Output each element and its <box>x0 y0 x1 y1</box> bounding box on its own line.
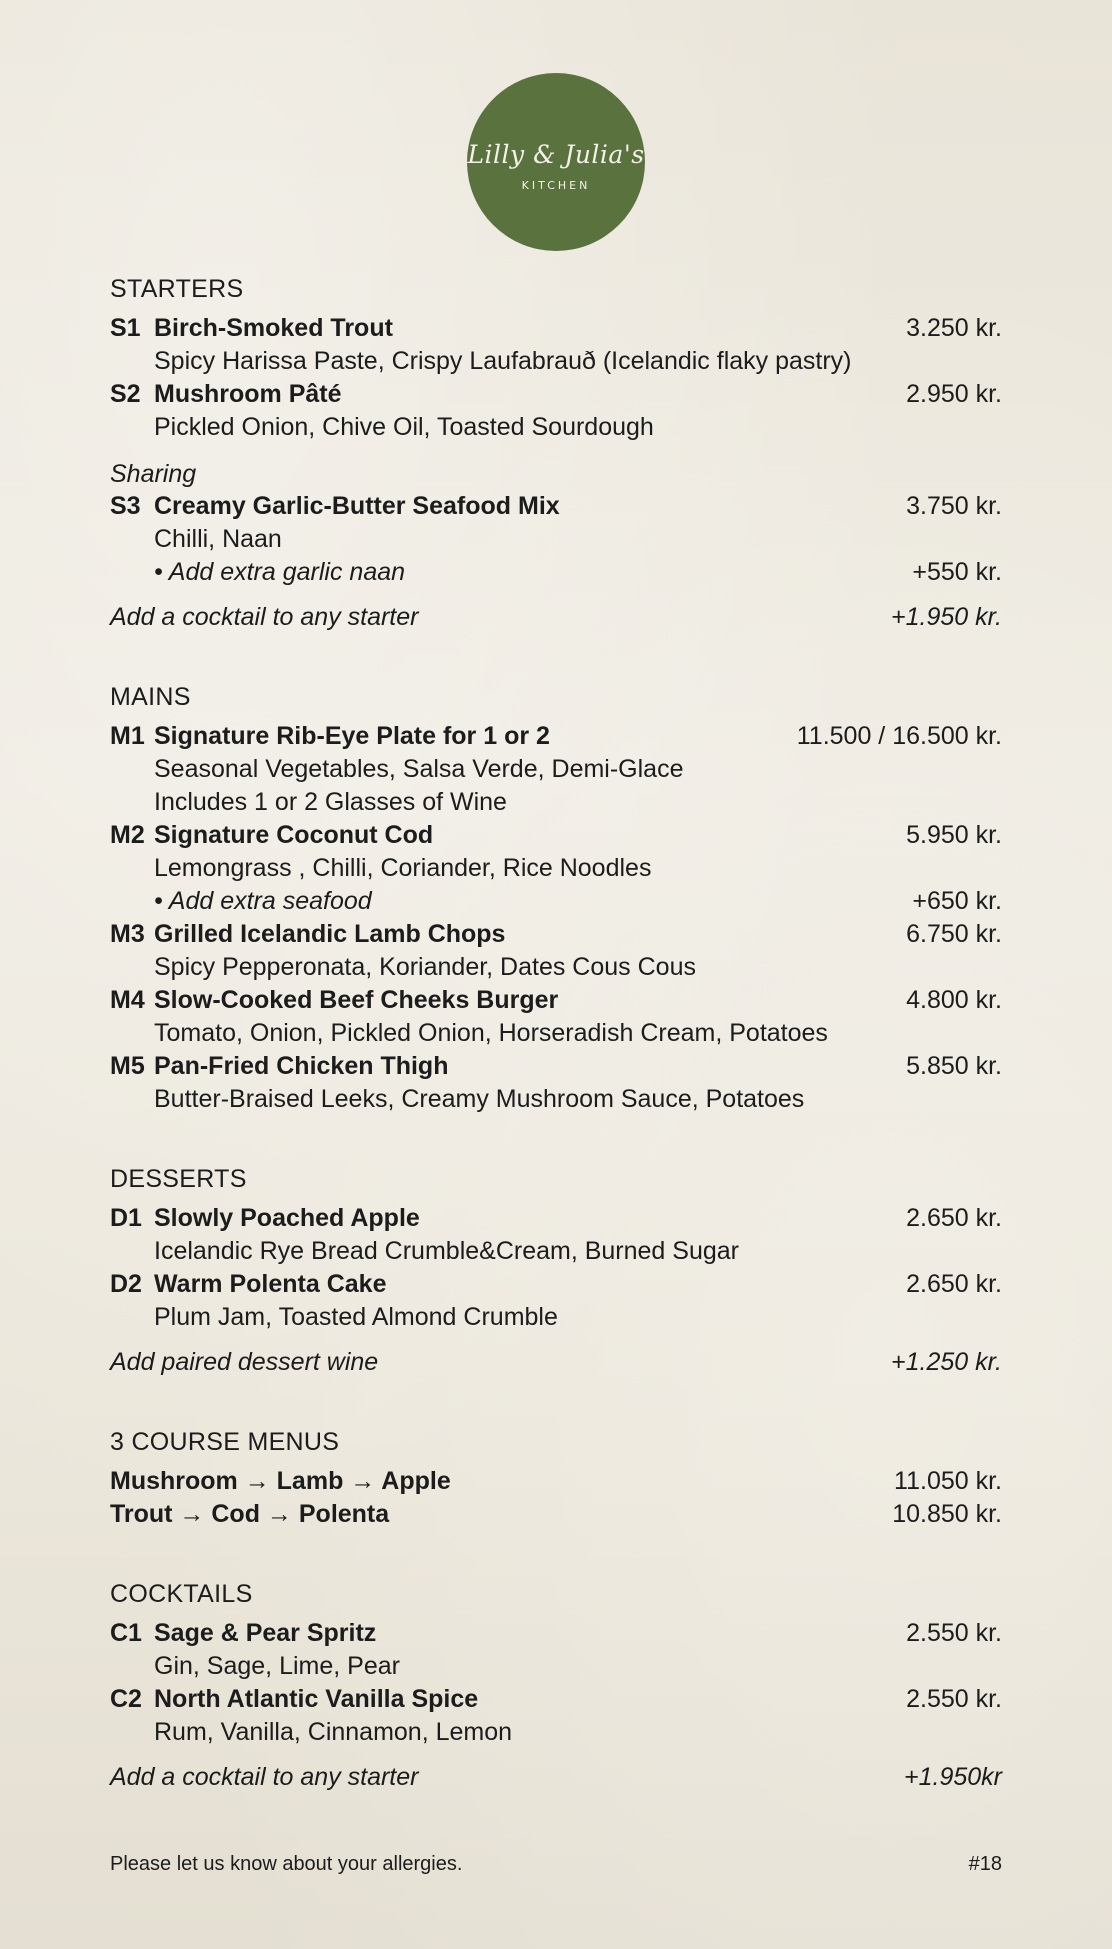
item-code: D1 <box>110 1204 142 1232</box>
menu-item <box>110 1268 1002 1334</box>
course-menus-section <box>110 1427 1002 1531</box>
item-name: Grilled Icelandic Lamb Chops <box>154 920 506 948</box>
item-description: Chilli, Naan <box>154 525 282 553</box>
item-price: 5.950 kr. <box>906 821 1002 849</box>
item-description: Pickled Onion, Chive Oil, Toasted Sourdough <box>154 413 654 441</box>
item-name: Pan-Fried Chicken Thigh <box>154 1052 449 1080</box>
menu-item <box>110 819 1002 918</box>
item-code: M5 <box>110 1052 145 1080</box>
item-price: 11.500 / 16.500 kr. <box>796 722 1002 750</box>
sharing-label: Sharing <box>110 460 197 488</box>
item-name: Signature Coconut Cod <box>154 821 434 849</box>
item-code: S3 <box>110 492 141 520</box>
item-description: Rum, Vanilla, Cinnamon, Lemon <box>154 1718 513 1746</box>
restaurant-logo <box>467 73 645 251</box>
allergy-note: Please let us know about your allergies. <box>110 1853 463 1875</box>
item-description-extra: Includes 1 or 2 Glasses of Wine <box>154 788 507 816</box>
logo-subtitle: KITCHEN <box>521 179 591 192</box>
menu-item <box>110 1050 1002 1116</box>
item-description: Plum Jam, Toasted Almond Crumble <box>154 1303 558 1331</box>
menu-item <box>110 312 1002 378</box>
course-menu-name: Trout → Cod → Polenta <box>110 1500 390 1528</box>
item-description: Gin, Sage, Lime, Pear <box>154 1652 400 1680</box>
note-price: +1.250 kr. <box>891 1348 1002 1376</box>
item-name: Sage & Pear Spritz <box>154 1619 377 1647</box>
section-title-cocktails: COCKTAILS <box>110 1580 253 1608</box>
menu-item <box>110 984 1002 1050</box>
desserts-section <box>110 1164 1002 1379</box>
addon-label: • Add extra garlic naan <box>154 558 406 586</box>
cocktail-note <box>110 1761 1002 1794</box>
note-label: Add a cocktail to any starter <box>110 603 419 631</box>
item-description: Spicy Harissa Paste, Crispy Laufabrauð (Icelandic flaky pastry) <box>154 347 852 375</box>
item-price: 2.650 kr. <box>906 1270 1002 1298</box>
item-code: M2 <box>110 821 145 849</box>
addon-price: +650 kr. <box>912 887 1002 915</box>
item-name: Slowly Poached Apple <box>154 1204 420 1232</box>
item-description: Spicy Pepperonata, Koriander, Dates Cous Cous <box>154 953 696 981</box>
item-code: M3 <box>110 920 145 948</box>
menu-footer <box>110 1853 1002 1876</box>
menu-item <box>110 1683 1002 1749</box>
starter-cocktail-note <box>110 601 1002 634</box>
starters-section <box>110 274 1002 634</box>
course-menu-row <box>110 1498 1002 1531</box>
item-price: 2.550 kr. <box>906 1685 1002 1713</box>
cocktails-section <box>110 1579 1002 1794</box>
item-price: 5.850 kr. <box>906 1052 1002 1080</box>
item-code: C2 <box>110 1685 142 1713</box>
item-description: Icelandic Rye Bread Crumble&Cream, Burned Sugar <box>154 1237 739 1265</box>
item-description: Seasonal Vegetables, Salsa Verde, Demi-Glace <box>154 755 684 783</box>
addon-label: • Add extra seafood <box>154 887 372 915</box>
item-price: 2.950 kr. <box>906 380 1002 408</box>
menu-item <box>110 720 1002 819</box>
page-number: #18 <box>968 1853 1002 1875</box>
item-code: M4 <box>110 986 145 1014</box>
item-name: Birch-Smoked Trout <box>154 314 393 342</box>
menu-item <box>110 1202 1002 1268</box>
item-code: S1 <box>110 314 141 342</box>
item-code: C1 <box>110 1619 142 1647</box>
addon-row <box>110 885 1002 918</box>
menu-item <box>110 490 1002 589</box>
item-name: Slow-Cooked Beef Cheeks Burger <box>154 986 559 1014</box>
item-description: Tomato, Onion, Pickled Onion, Horseradish Cream, Potatoes <box>154 1019 828 1047</box>
menu-content <box>110 262 1002 1842</box>
item-code: D2 <box>110 1270 142 1298</box>
menu-item <box>110 1617 1002 1683</box>
item-name: North Atlantic Vanilla Spice <box>154 1685 479 1713</box>
item-name: Mushroom Pâté <box>154 380 342 408</box>
section-title-desserts: DESSERTS <box>110 1165 247 1193</box>
logo-script-text: Lilly & Julia's <box>467 140 645 169</box>
item-code: M1 <box>110 722 145 750</box>
item-price: 2.650 kr. <box>906 1204 1002 1232</box>
section-title-starters: STARTERS <box>110 275 244 303</box>
course-menu-price: 10.850 kr. <box>892 1500 1002 1528</box>
item-price: 6.750 kr. <box>906 920 1002 948</box>
menu-item <box>110 378 1002 444</box>
dessert-wine-note <box>110 1346 1002 1379</box>
note-price: +1.950 kr. <box>891 603 1002 631</box>
addon-row <box>110 556 1002 589</box>
item-description: Lemongrass , Chilli, Coriander, Rice Noodles <box>154 854 652 882</box>
course-menu-row <box>110 1465 1002 1498</box>
item-name: Warm Polenta Cake <box>154 1270 387 1298</box>
menu-item <box>110 918 1002 984</box>
course-menu-name: Mushroom → Lamb → Apple <box>110 1467 451 1495</box>
note-price: +1.950kr <box>904 1763 1002 1791</box>
section-title-course-menus: 3 COURSE MENUS <box>110 1428 340 1456</box>
mains-section <box>110 682 1002 1116</box>
course-menu-price: 11.050 kr. <box>894 1467 1002 1495</box>
item-price: 4.800 kr. <box>906 986 1002 1014</box>
item-name: Signature Rib-Eye Plate for 1 or 2 <box>154 722 550 750</box>
item-price: 2.550 kr. <box>906 1619 1002 1647</box>
item-name: Creamy Garlic-Butter Seafood Mix <box>154 492 560 520</box>
addon-price: +550 kr. <box>912 558 1002 586</box>
item-description: Butter-Braised Leeks, Creamy Mushroom Sauce, Potatoes <box>154 1085 805 1113</box>
item-price: 3.250 kr. <box>906 314 1002 342</box>
item-price: 3.750 kr. <box>906 492 1002 520</box>
section-title-mains: MAINS <box>110 683 191 711</box>
note-label: Add paired dessert wine <box>110 1348 379 1376</box>
note-label: Add a cocktail to any starter <box>110 1763 419 1791</box>
item-code: S2 <box>110 380 141 408</box>
